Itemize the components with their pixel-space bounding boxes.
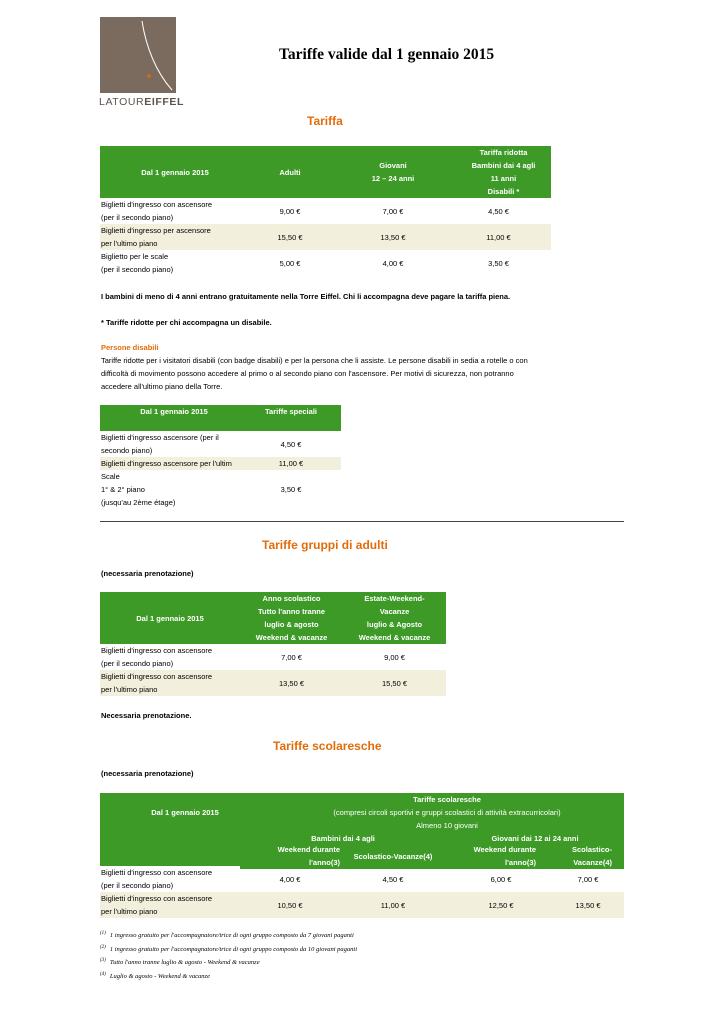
- price-cell: 11,00 €: [278, 459, 304, 468]
- price-cell: 11,00 €: [380, 900, 406, 910]
- price-cell: 3,50 €: [488, 258, 509, 268]
- table1-header-giovani: Giovani 12 – 24 anni: [330, 146, 456, 198]
- disabili-heading: Persone disabili: [101, 343, 159, 352]
- section-heading-scolaresche: Tariffe scolaresche: [273, 739, 382, 753]
- table4-group-bambini: Bambini dai 4 agli: [240, 832, 446, 845]
- price-cell: 10,50 €: [277, 900, 303, 910]
- row-label: Biglietti d'ingresso per ascensore per l'ultimo piano: [101, 226, 211, 248]
- footnote: $^{(1)}$ 1 ingresso gratuito per l'accompagnatore/trice di ogni gruppo composto da 7 giovani paganti: [100, 931, 354, 940]
- table2-header-date: Dal 1 gennaio 2015: [100, 405, 248, 418]
- row-label: Scale 1° & 2° piano (jusqu'au 2ème étage): [101, 472, 176, 507]
- table2-header-special: Tariffe speciali: [248, 405, 334, 418]
- table4-sub-scolastico-2: Scolastico- Vacanze(4): [536, 843, 624, 869]
- section-heading-gruppi: Tariffe gruppi di adulti: [262, 538, 388, 552]
- price-cell: 7,00 €: [281, 652, 302, 662]
- table1-header-adulti: Adulti: [250, 146, 330, 198]
- price-cell: 6,00 €: [490, 874, 512, 884]
- price-cell: 9,00 €: [384, 652, 405, 662]
- price-cell: 4,50 €: [280, 439, 302, 449]
- price-cell: 3,50 €: [280, 485, 302, 494]
- row-label: Biglietti d'ingresso con ascensore (per il secondo piano): [101, 646, 213, 668]
- price-cell: 15,50 €: [277, 232, 303, 242]
- price-cell: 7,00 €: [382, 206, 404, 216]
- table1-header-ridotta: Tariffa ridotta Bambini dai 4 agli 11 anni Disabili *: [456, 146, 551, 198]
- price-cell: 7,00 €: [577, 874, 599, 884]
- price-cell: 4,00 €: [382, 258, 404, 268]
- price-cell: 4,50 €: [488, 206, 509, 216]
- footnote: $^{(3)}$ Tutto l'anno tranne luglio & agosto - Weekend & vacanze: [100, 958, 260, 967]
- table1-header-date: Dal 1 gennaio 2015: [100, 146, 250, 198]
- price-cell: 5,00 €: [279, 258, 301, 268]
- logo-wordmark: LATOUREIFFEL: [99, 96, 184, 108]
- row-label: Biglietti d'ingresso con ascensore (per il secondo piano): [101, 200, 213, 222]
- row-label: Biglietto per le scale (per il secondo piano): [101, 252, 174, 274]
- price-cell: 4,00 €: [279, 874, 301, 884]
- table3-header-summer: Estate-Weekend- Vacanze luglio & Agosto Weekend & vacanze: [343, 592, 446, 644]
- booking-note: Necessaria prenotazione.: [101, 711, 192, 720]
- row-label: Biglietti d'ingresso con ascensore per l'ultimo piano: [101, 894, 213, 916]
- row-label: Biglietti d'ingresso ascensore (per il secondo piano): [101, 433, 219, 455]
- booking-note: (necessaria prenotazione): [101, 769, 194, 778]
- section-divider: [100, 521, 624, 522]
- table3-header-date: Dal 1 gennaio 2015: [100, 592, 240, 644]
- row-label: Biglietti d'ingresso con ascensore (per il secondo piano): [101, 868, 213, 890]
- row-label: Biglietti d'ingresso ascensore per l'ultim: [101, 459, 232, 468]
- table4-sub-weekend-2: Weekend durante l'anno(3): [446, 843, 536, 869]
- table4-header-date: Dal 1 gennaio 2015: [100, 793, 270, 832]
- table4-group-giovani: Giovani dai 12 ai 24 anni: [446, 832, 624, 845]
- page-title: Tariffe valide dal 1 gennaio 2015: [279, 46, 495, 63]
- section-heading-tariffa: Tariffa: [307, 114, 343, 128]
- table4-sub-weekend-1: Weekend durante l'anno(3): [240, 843, 340, 869]
- price-cell: 11,00 €: [486, 232, 511, 242]
- booking-note: (necessaria prenotazione): [101, 569, 194, 578]
- footnote: $^{(4)}$ Luglio & agosto - Weekend & vacanze: [100, 972, 210, 981]
- price-cell: 4,50 €: [382, 874, 404, 884]
- price-cell: 13,50 €: [278, 678, 305, 688]
- footnote: $^{(2)}$ 1 ingresso gratuito per l'accompagnatore/trice di ogni gruppo composto da 10 giovani paganti: [100, 945, 358, 954]
- price-cell: 15,50 €: [381, 678, 408, 688]
- price-cell: 13,50 €: [380, 232, 406, 242]
- note-reduced: * Tariffe ridotte per chi accompagna un disabile.: [101, 318, 272, 327]
- eiffel-tower-icon: [100, 17, 176, 93]
- price-cell: 13,50 €: [575, 900, 601, 910]
- table3-header-school-year: Anno scolastico Tutto l'anno tranne luglio & agosto Weekend & vacanze: [240, 592, 343, 644]
- table4-sub-scolastico-1: Scolastico-Vacanze(4): [340, 843, 446, 869]
- disabili-text: Tariffe ridotte per i visitatori disabili (con badge disabili) e per la persona che li assiste. Le persone disabili in sedia a rotelle o con difficoltà di movimento possono accedere al primo o al secondo piano con l'ascensore. Per motivi di sicurezza, non potranno accedere all'ultimo piano della Torre.: [101, 356, 528, 391]
- eiffel-logo: [100, 17, 176, 93]
- price-cell: 9,00 €: [279, 206, 301, 216]
- row-label: Biglietti d'ingresso con ascensore per l'ultimo piano: [101, 672, 213, 694]
- table4-header-tariffe: Tariffe scolaresche (compresi circoli sportivi e gruppi scolastici di attività extracurricolari) Almeno 10 giovani: [270, 793, 624, 832]
- price-cell: 12,50 €: [488, 900, 514, 910]
- note-children: I bambini di meno di 4 anni entrano gratuitamente nella Torre Eiffel. Chi li accompagna deve pagare la tariffa piena.: [101, 292, 511, 301]
